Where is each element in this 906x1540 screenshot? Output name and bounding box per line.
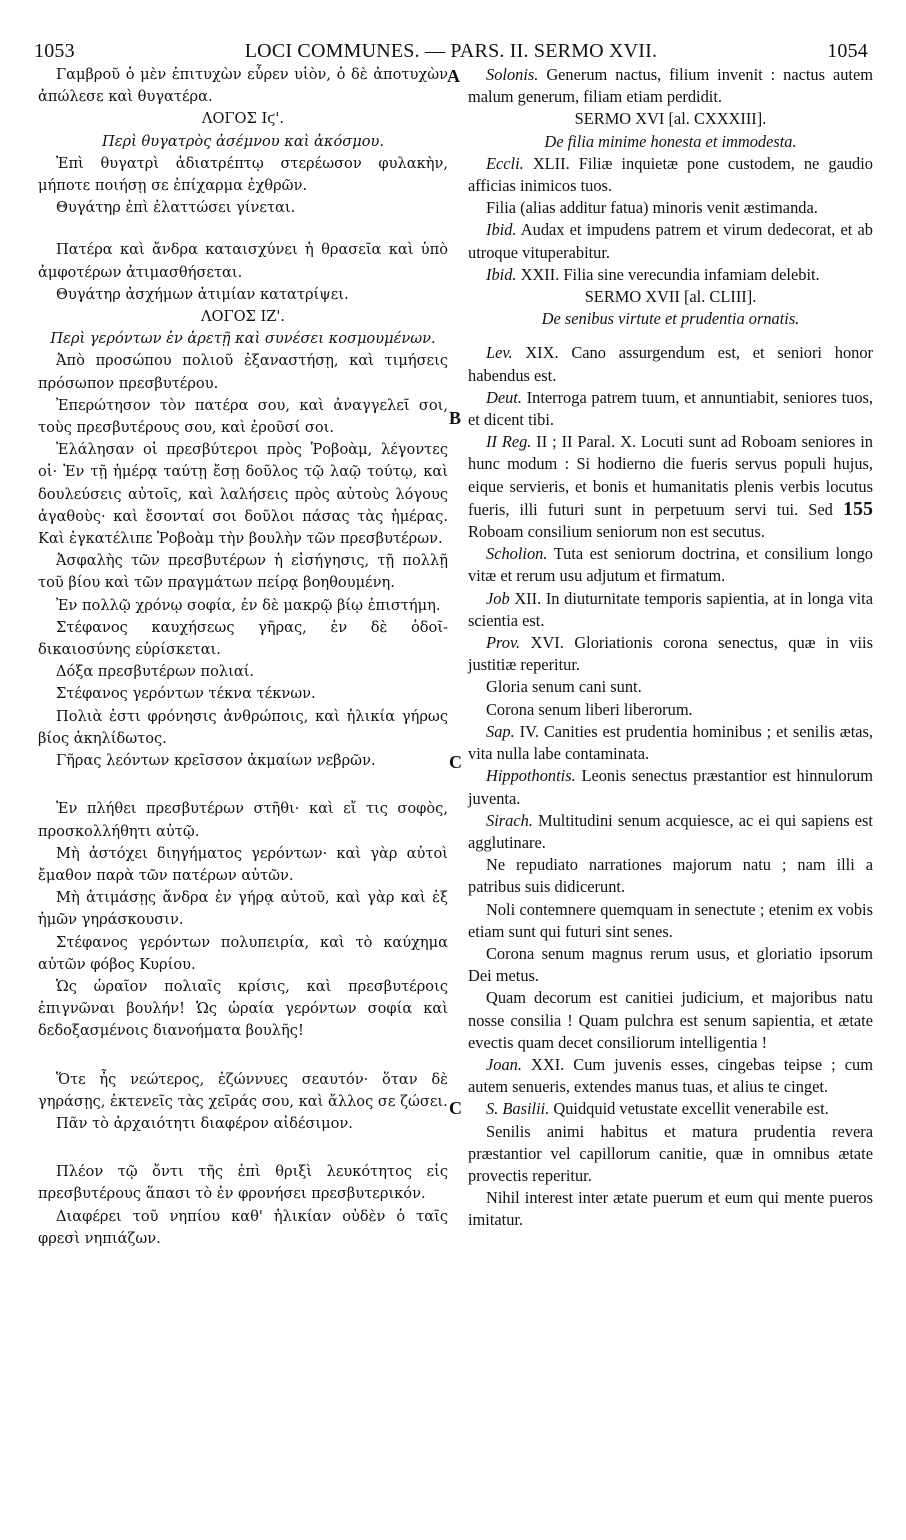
latin-paragraph: Nihil interest inter ætate puerum et eum qui mente pueros imitatur. (468, 1188, 873, 1230)
greek-paragraph: Ἐπὶ θυγατρὶ ἀδιατρέπτῳ στερέωσον φυλακὴν, μήποτε ποιήσῃ σε ἐπίχαρμα ἐχθρῶν. (38, 154, 448, 195)
source-reference: Sirach. (486, 810, 533, 830)
latin-paragraph: Quam decorum est canitiei judicium, et majoribus natu nosse consilia ! Quam pulchra est senum sapientia, et ætate evectis quam decet consiliorum intelligentia ! (468, 988, 873, 1052)
greek-paragraph: Θυγάτηρ ἐπὶ ἐλαττώσει γίνεται. (56, 199, 296, 217)
source-reference: Joan. (486, 1054, 522, 1074)
greek-column (38, 64, 448, 1250)
greek-paragraph: Στέφανος γερόντων πολυπειρία, καὶ τὸ καύχημα αὐτῶν φόβος Κυρίου. (38, 933, 448, 973)
source-reference: Lev. (486, 343, 513, 363)
latin-paragraph: Senilis animi habitus et matura prudentia revera præstantior vel capillorum canitie, quæ in omnibus ætate provectis reperitur. (468, 1121, 873, 1185)
latin-paragraph (468, 264, 873, 286)
greek-paragraph: Διαφέρει τοῦ νηπίου καθ' ἡλικίαν οὐδὲν ὁ ταῖς φρεσὶ νηπιάζων. (38, 1207, 448, 1247)
original-page-number: 155 (843, 497, 873, 520)
section-subtitle: Περὶ γερόντων ἐν ἀρετῇ καὶ συνέσει κοσμουμένων. (50, 330, 436, 348)
greek-paragraph: Στέφανος γερόντων τέκνα τέκνων. (56, 685, 316, 703)
margin-marker-c: C (449, 752, 462, 772)
latin-text: Audax et impudens patrem et virum dedecorat, et ab utroque vituperabitur. (468, 220, 873, 262)
section-subtitle: De senibus virtute et prudentia ornatis. (541, 309, 800, 329)
greek-paragraph: Πολιὰ ἐστι φρόνησις ἀνθρώποις, καὶ ἡλικία γήρως βίος ἀκηλίδωτος. (38, 707, 448, 747)
source-reference: Sap. (486, 721, 515, 741)
latin-paragraph (468, 543, 873, 587)
latin-text: Roboam consilium seniorum non est secutus. (468, 522, 765, 542)
source-reference: II Reg. (486, 432, 532, 452)
latin-paragraph (468, 153, 873, 197)
greek-paragraph: Ἐπερώτησον τὸν πατέρα σου, καὶ ἀναγγελεῖ σοι, τοὺς πρεσβυτέρους σου, καὶ ἐροῦσί σοι. (38, 396, 448, 437)
latin-paragraph (468, 431, 873, 543)
section-subtitle: De filia minime honesta et immodesta. (544, 131, 797, 151)
page-number-right: 1054 (827, 40, 868, 62)
latin-text: XII. In diuturnitate temporis sapientia, at in longa vita scientia est. (468, 588, 873, 630)
source-reference: Eccli. (486, 153, 524, 173)
source-reference: Prov. (486, 633, 521, 653)
source-reference: Solonis. (486, 65, 539, 84)
source-reference: Ibid. (486, 220, 517, 240)
latin-paragraph (468, 810, 873, 854)
latin-text: XIX. Cano assurgendum est, et seniori honor habendus est. (468, 343, 873, 385)
latin-text: Multitudini senum acquiesce, ac ei qui sapiens est agglutinare. (468, 810, 873, 852)
source-reference: Deut. (486, 387, 522, 407)
greek-paragraph: Μὴ ἀστόχει διηγήματος γερόντων· καὶ γὰρ αὐτοὶ ἔμαθον παρὰ τῶν πατέρων αὐτῶν. (38, 844, 448, 884)
latin-paragraph: Filia (alias additur fatua) minoris venit æstimanda. (486, 198, 818, 218)
source-reference: Job (486, 588, 510, 608)
page-number-left: 1053 (34, 40, 75, 62)
source-reference: Scholion. (486, 544, 548, 564)
greek-paragraph: Ὅτε ἦς νεώτερος, ἐζώννυες σεαυτόν· ὅταν δὲ γηράσῃς, ἐκτενεῖς τὰς χεῖράς σου, καὶ ἄλλος σε ζώσει. (38, 1070, 448, 1110)
latin-paragraph: Corona senum magnus rerum usus, et gloriatio ipsorum Dei metus. (468, 943, 873, 986)
greek-paragraph: Ἐν πολλῷ χρόνῳ σοφία, ἐν δὲ μακρῷ βίῳ ἐπιστήμη. (56, 596, 441, 614)
greek-paragraph: Γῆρας λεόντων κρεῖσσον ἀκμαίων νεβρῶν. (56, 752, 376, 770)
source-reference: Ibid. (486, 264, 517, 284)
latin-paragraph (468, 1098, 873, 1120)
latin-paragraph: Ne repudiato narrationes majorum natu ; nam illi a patribus suis didicerunt. (468, 855, 873, 897)
greek-paragraph: Δόξα πρεσβυτέρων πολιαί. (56, 663, 255, 681)
latin-text: XVI. Gloriationis corona senectus, quæ in viis justitiæ reperitur. (468, 633, 873, 675)
section-title: SERMO XVI [al. CXXXIII]. (574, 109, 767, 129)
latin-column (468, 64, 873, 1232)
margin-marker-a: A (447, 66, 460, 86)
latin-text: Interroga patrem tuum, et annuntiabit, seniores tuos, et dicent tibi. (468, 387, 873, 430)
section-title: ΛΟΓΟΣ Ιϛ'. (201, 110, 285, 128)
margin-marker-c-second: C (449, 1098, 462, 1118)
latin-paragraph: Corona senum liberi liberorum. (486, 699, 693, 719)
latin-paragraph (468, 1054, 873, 1098)
page-header (34, 40, 868, 64)
latin-text: IV. Canities est prudentia hominibus ; et senilis ætas, vita nulla labe contaminata. (468, 721, 873, 764)
latin-text: Tuta est seniorum doctrina, et consilium longo vitæ et rerum usu adjutum et firmatum. (468, 544, 873, 586)
greek-paragraph: Ἀπὸ προσώπου πολιοῦ ἐξαναστήσῃ, καὶ τιμήσεις πρόσωπον πρεσβυτέρου. (38, 352, 448, 392)
greek-paragraph: Ὡς ὡραῖον πολιαῖς κρίσις, καὶ πρεσβυτέροις ἐπιγνῶναι βουλήν! Ὡς ὡραία γερόντων σοφία καὶ δεδοξασμένοις διανοήματα βουλῆς! (38, 977, 448, 1040)
greek-paragraph: Πατέρα καὶ ἄνδρα καταισχύνει ἡ θρασεῖα καὶ ὑπὸ ἀμφοτέρων ἀτιμασθήσεται. (38, 241, 448, 281)
source-reference: S. Basilii. (486, 1099, 550, 1119)
greek-paragraph: Μὴ ἀτιμάσῃς ἄνδρα ἐν γήρᾳ αὐτοῦ, καὶ γὰρ καὶ ἐξ ἡμῶν γηράσκουσιν. (38, 889, 448, 929)
greek-paragraph: Στέφανος καυχήσεως γῆρας, ἐν δὲ ὁδοῖ- δικαιοσύνης εὑρίσκεται. (38, 618, 448, 659)
greek-paragraph: Γαμβροῦ ὁ μὲν ἐπιτυχὼν εὗρεν υἱὸν, ὁ δὲ ἀποτυχὼν ἀπώλεσε καὶ θυγατέρα. (38, 66, 448, 106)
latin-text: XXII. Filia sine verecundia infamiam delebit. (516, 264, 820, 284)
latin-paragraph (468, 64, 873, 108)
latin-paragraph: Noli contemnere quemquam in senectute ; etenim ex vobis etiam sunt qui futuri sint senes. (468, 899, 873, 941)
latin-text: Leonis senectus præstantior est hinnulorum juventa. (468, 766, 873, 808)
section-title: SERMO XVII [al. CLIII]. (584, 287, 757, 307)
greek-paragraph: Πλέον τῷ ὄντι τῆς ἐπὶ θριξὶ λευκότητος εἰς πρεσβυτέρους ἅπασι τὸ ἐν φρονήσει πρεσβυτερικόν. (38, 1163, 448, 1203)
latin-paragraph (468, 765, 873, 809)
latin-text: Generum nactus, filium invenit : nactus autem malum generum, filiam etiam perdidit. (468, 65, 873, 107)
latin-text: XXI. Cum juvenis esses, cingebas teipse ; cum autem senueris, extendes manus tuas, et alius te cinget. (468, 1054, 873, 1097)
latin-text: XLII. Filiæ inquietæ pone custodem, ne gaudio afficias inimicos tuos. (468, 153, 873, 196)
greek-paragraph: Θυγάτηρ ἀσχήμων ἀτιμίαν κατατρίψει. (56, 285, 349, 303)
greek-paragraph: Ἐν πλήθει πρεσβυτέρων στῆθι· καὶ εἴ τις σοφὸς, προσκολλήθητι αὐτῷ. (38, 800, 448, 840)
latin-paragraph (468, 342, 873, 386)
greek-paragraph: Ἀσφαλὴς τῶν πρεσβυτέρων ἡ εἰσήγησις, τῇ πολλῇ τοῦ βίου καὶ τῶν πραγμάτων πείρᾳ βοηθουμένη. (38, 552, 448, 592)
latin-paragraph (468, 721, 873, 765)
section-subtitle: Περὶ θυγατρὸς ἀσέμνου καὶ ἀκόσμου. (101, 132, 385, 150)
greek-paragraph: Πᾶν τὸ ἀρχαιότητι διαφέρον αἰδέσιμον. (56, 1114, 353, 1132)
running-title: LOCI COMMUNES. — PARS. II. SERMO XVII. (244, 40, 658, 62)
latin-paragraph: Gloria senum cani sunt. (486, 677, 642, 697)
latin-paragraph (468, 632, 873, 676)
latin-paragraph (468, 219, 873, 263)
latin-paragraph (468, 387, 873, 431)
margin-marker-b: B (449, 408, 462, 428)
section-title: ΛΟΓΟΣ ΙΖ'. (200, 308, 286, 326)
latin-paragraph (468, 588, 873, 632)
greek-paragraph: Ἐλάλησαν οἱ πρεσβύτεροι πρὸς Ῥοβοὰμ, λέγοντες οἱ· Ἐν τῇ ἡμέρᾳ ταύτῃ ἔσῃ δοῦλος τῷ λαῷ τούτῳ, καὶ δουλεύσεις αὐτοῖς, καὶ λαλήσεις πρὸς αὐτοὺς λόγους ἀγαθοὺς· καὶ ἔσονταί σοι δοῦλοι πάσας τὰς ἡμέρας. Καὶ ἐγκατέλιπε Ῥοβοὰμ τὴν βουλὴν τῶν πρεσβυτέρων. (38, 441, 448, 548)
latin-text: Quidquid vetustate excellit venerabile est. (549, 1099, 829, 1119)
latin-text: II ; II Paral. X. Locuti sunt ad Roboam seniores in hunc modum : Si hodierno die fueris servus populi hujus, eique servieris, et bonis et humanitatis plenis verbis locutus fueris, illi futuri sunt in perpetuum servi tui. Sed (468, 432, 873, 519)
source-reference: Hippothontis. (486, 766, 576, 786)
